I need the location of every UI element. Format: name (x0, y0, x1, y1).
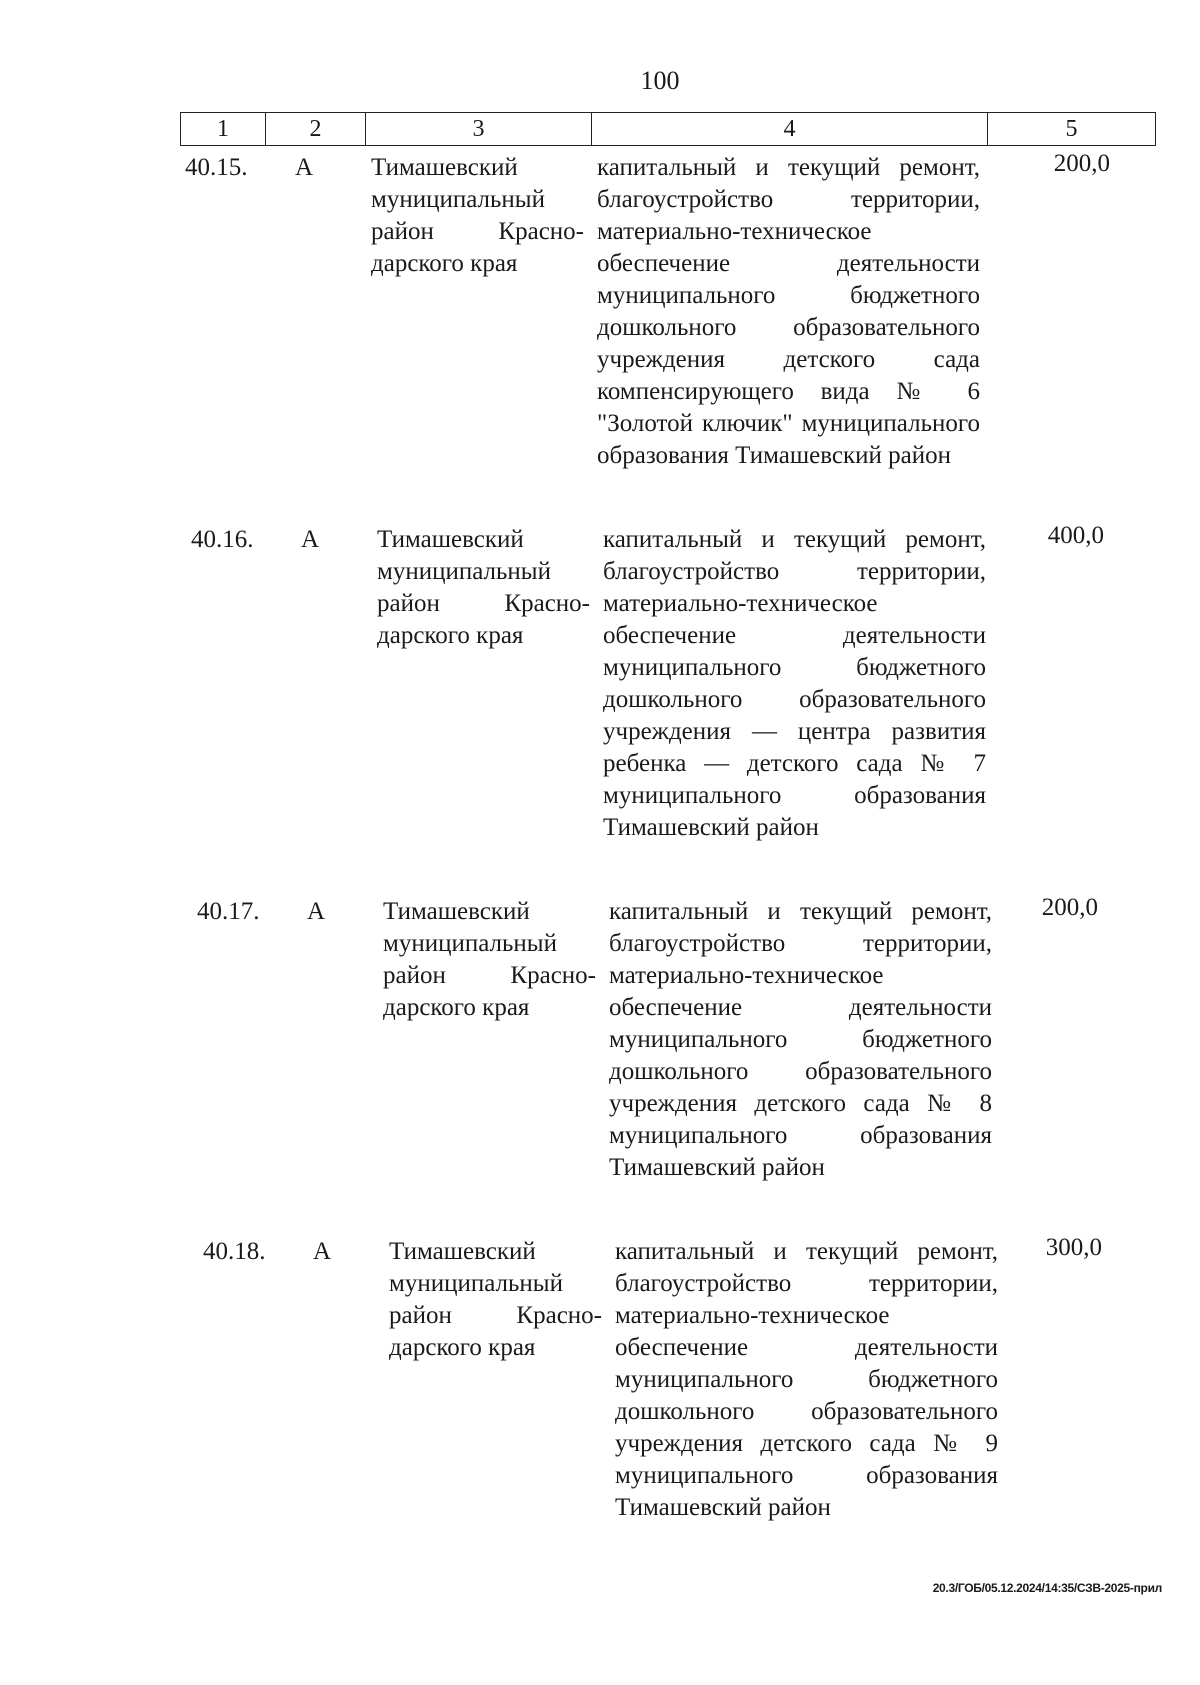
row-number: 40.17. (197, 898, 260, 925)
document-footer-code: 20.3/ГОБ/05.12.2024/14:35/СЗВ-2025-прил (932, 1581, 1162, 1595)
table-row (197, 896, 1165, 1184)
row-amount: 200,0 (1053, 150, 1110, 177)
row-recipient: Тимашевский муниципальный район Красно-дарского края (389, 1238, 602, 1361)
column-header-2: 2 (266, 113, 366, 146)
table-row (203, 1236, 1165, 1524)
column-header-3: 3 (366, 113, 592, 146)
column-header-1: 1 (181, 113, 266, 146)
row-purpose: капитальный и текущий ремонт, благоустройство территории, материально-техническое обеспечение деятельности муниципального бюджетного дошкольного образовательного учреждения детского сада № 8 муниципального образования Тимашевский район (609, 898, 992, 1181)
page-number: 100 (640, 66, 680, 95)
column-header-row (181, 113, 1156, 146)
row-amount: 400,0 (1047, 522, 1104, 549)
row-category: А (295, 154, 314, 181)
column-header-table (180, 112, 1156, 146)
row-amount: 200,0 (1041, 894, 1098, 921)
row-purpose: капитальный и текущий ремонт, благоустройство территории, материально-техническое обеспечение деятельности муниципального бюджетного дошкольного образовательного учреждения детского сада № 9 муниципального образования Тимашевский район (615, 1238, 998, 1521)
table-row (191, 524, 1165, 844)
row-purpose: капитальный и текущий ремонт, благоустройство территории, материально-техническое обеспечение деятельности муниципального бюджетного дошкольного образовательного учреждения детского сада компенсирующего вида № 6 "Золотой ключик" муниципального образования Тимашевский район (597, 154, 980, 469)
table-body (185, 152, 1165, 1574)
row-amount: 300,0 (1045, 1234, 1102, 1261)
row-recipient: Тимашевский муниципальный район Красно-дарского края (377, 526, 590, 649)
row-category: А (301, 526, 320, 553)
row-recipient: Тимашевский муниципальный район Красно-дарского края (383, 898, 596, 1021)
column-header-5: 5 (988, 113, 1156, 146)
row-category: А (307, 898, 326, 925)
row-recipient: Тимашевский муниципальный район Красно-дарского края (371, 154, 584, 277)
table-row (185, 152, 1165, 472)
column-header-4: 4 (592, 113, 988, 146)
row-number: 40.15. (185, 154, 248, 181)
row-number: 40.16. (191, 526, 254, 553)
row-number: 40.18. (203, 1238, 266, 1265)
row-category: А (313, 1238, 332, 1265)
row-purpose: капитальный и текущий ремонт, благоустройство территории, материально-техническое обеспечение деятельности муниципального бюджетного дошкольного образовательного учреждения — центра развития ребенка — детского сада № 7 муниципального образования Тимашевский район (603, 526, 986, 841)
